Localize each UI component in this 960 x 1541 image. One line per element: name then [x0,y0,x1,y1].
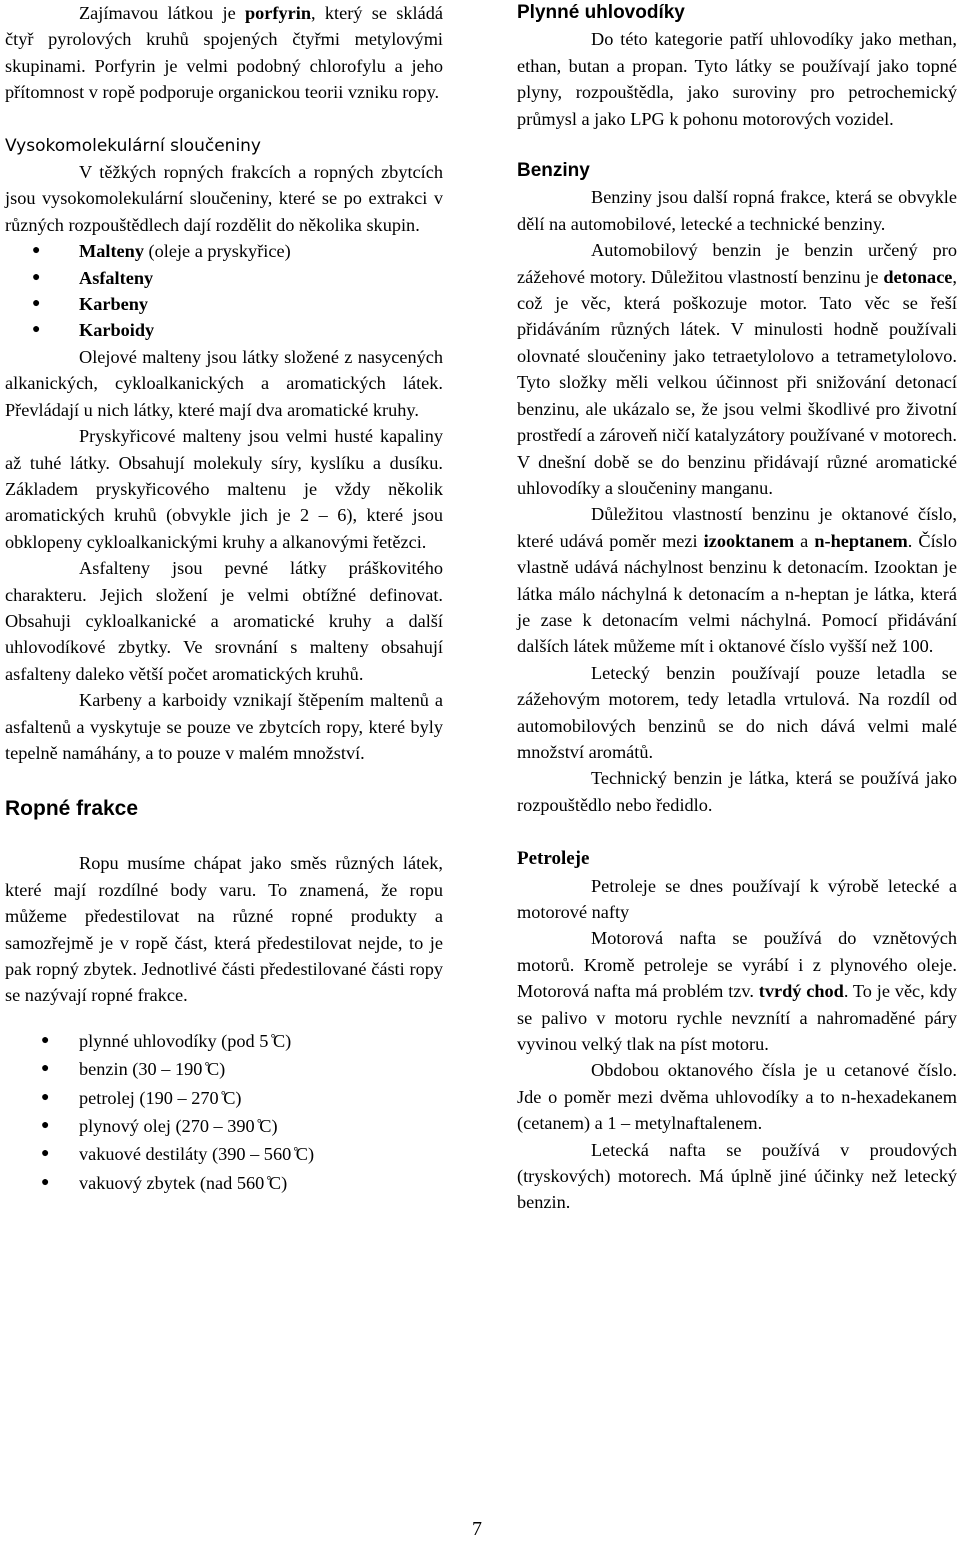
benziny-paragraph-1: Benziny jsou další ropná frakce, která se obvykle dělí na automobilové, letecké a technické benziny. [517,187,957,234]
petroleje-paragraph-2: Motorová nafta se používá do vznětových motorů. Kromě petroleje se vyrábí i z plynového oleje. Motorová nafta má problém tzv. tvrdý chod. To je věc, kdy se palivo v motoru rychle nevznítí a nahromaděné páry vyvinou velký tlak na píst motoru. [517,928,957,1055]
plynne-heading: Plynné uhlovodíky [517,2,685,23]
petroleje-paragraph-3: Obdobou oktanového čísla je u cetanové číslo. Jde o poměr mezi dvěma uhlovodíky a to n-hexadekanem (cetanem) a 1 – metylnaftalenem. [517,1060,957,1134]
benziny-paragraph-4: Letecký benzin používají pouze letadla se zážehovým motorem, tedy letadla vrtulová. Na rozdíl od automobilových benzinů se do nich dává velmi malé množství aromátů. [517,662,957,762]
list-item: ● plynné uhlovodíky (pod 5 ̊C) [5,1027,443,1055]
list-item: ● Asfalteny [5,265,443,291]
bullet-icon: ● [32,322,41,338]
list-item: ● petrolej (190 – 270 ̊C) [5,1084,443,1112]
section-title: Ropné frakce [5,797,139,821]
vys-paragraph: V těžkých ropných frakcích a ropných zbytcích jsou vysokomolekulární sloučeniny, které se po extrakci v různých rozpouštědlech dají rozdělit do několika skupin. [5,162,443,235]
bullet-icon: ● [41,1032,50,1048]
bullet-icon: ● [32,296,41,312]
petroleje-heading: Petroleje [517,848,590,870]
intro-paragraph: Zajímavou látkou je porfyrin, který se skládá čtyř pyrolových kruhů spojených čtyřmi metylovými skupinami. Porfyrin je velmi podobný chlorofylu a jeho přítomnost v ropě podporuje organickou teorii vzniku ropy. [5,3,443,103]
list-item: ● Karboidy [5,317,443,343]
left-column [5,0,443,1197]
fraction-group-list [5,238,443,344]
olejove-paragraph: Olejové malteny jsou látky složené z nasycených alkanických, cykloalkanických a aromatických látek. Převládají u nich látky, které mají dva aromatické kruhy. [5,346,443,420]
pryskyricove-paragraph: Pryskyřicové malteny jsou velmi husté kapaliny až tuhé látky. Obsahují molekuly síry, kyslíku a dusíku. Základem pryskyřicového maltenu je vždy několik aromatických kruhů (obvykle jich je 2 – 6), které jsou obklopeny cykloalkanickými kruhy a alkanovými řetězci. [5,426,443,552]
list-item: ● plynový olej (270 – 390 ̊C) [5,1112,443,1140]
plynne-paragraph: Do této kategorie patří uhlovodíky jako methan, ethan, butan a propan. Tyto látky se používají jako topné plyny, rozpouštědla, jako suroviny pro petrochemický průmysl a jako LPG k pohonu motorových vozidel. [517,29,957,129]
bullet-icon: ● [32,269,41,285]
bullet-icon: ● [32,243,41,259]
benziny-heading: Benziny [517,160,590,182]
benziny-paragraph-5: Technický benzin je látka, která se používá jako rozpouštědlo nebo ředidlo. [517,768,957,815]
bullet-icon: ● [41,1146,50,1162]
list-item: ● Malteny (oleje a pryskyřice) [5,238,443,264]
fractions-list [5,1027,443,1197]
right-column [517,0,957,1216]
vys-heading: Vysokomolekulární sloučeniny [5,135,261,156]
ropne-frakce-paragraph: Ropu musíme chápat jako směs různých látek, které mají rozdílné body varu. To znamená, že ropu můžeme předestilovat na různé ropné produkty a samozřejmě je v ropě část, která předestilovat nejde, to je pak ropný zbytek. Jednotlivé části předestilované části ropy se nazývají ropné frakce. [5,853,443,1006]
list-item: ● vakuové destiláty (390 – 560 ̊C) [5,1140,443,1168]
benziny-paragraph-3: Důležitou vlastností benzinu je oktanové číslo, které udává poměr mezi izooktanem a n-heptanem. Číslo vlastně udává náchylnost benzinu k detonacím. Izooktan je látka málo náchylná k detonacím a n-heptan je látka, která je zase k detonacím velmi náchylná. Pomocí přidávání dalších látek můžeme mít i oktanové číslo vyšší než 100. [517,504,958,657]
list-item: ● vakuový zbytek (nad 560 ̊C) [5,1169,443,1197]
bullet-icon: ● [41,1089,50,1105]
bullet-icon: ● [41,1174,50,1190]
bullet-icon: ● [41,1061,50,1077]
list-item: ● benzin (30 – 190 ̊C) [5,1055,443,1083]
petroleje-paragraph-1: Petroleje se dnes používají k výrobě letecké a motorové nafty [517,875,957,922]
benziny-paragraph-2: Automobilový benzin je benzin určený pro zážehové motory. Důležitou vlastností benzinu je detonace, což je věc, která poškozuje motor. Tato věc se řeší přidáváním různých látek. V minulosti hodně používali olovnaté sloučeniny jako tetraetylolovo a tetrametylolovo. Tyto složky měli velkou účinnost při snižování detonací benzinu, ale ukázalo se, že jsou velmi škodlivé pro životní prostředí a zároveň ničí katalyzátory používané v motorech. V dnešní době se do benzinu přidávají různé aromatické uhlovodíky a sloučeniny manganu. [517,240,957,498]
bullet-icon: ● [41,1118,50,1134]
petroleje-paragraph-4: Letecká nafta se používá v proudových (tryskových) motorech. Má úplně jiné účinky než letecký benzin. [517,1139,957,1213]
karbeny-paragraph: Karbeny a karboidy vznikají štěpením maltenů a asfaltenů a vyskytuje se pouze ve zbytcích ropy, které byly tepelně namáhány, a to pouze v malém množství. [5,690,443,763]
asfalteny-paragraph: Asfalteny jsou pevné látky práškovitého charakteru. Jejich složení je velmi obtížné definovat. Obsahuji cykloalkanické a aromatické kruhy a další uhlovodíkové zbytky. Ve srovnání s malteny obsahují asfalteny daleko větší počet aromatických kruhů. [5,558,443,684]
page-number: 7 [472,1518,482,1540]
list-item: ● Karbeny [5,291,443,317]
